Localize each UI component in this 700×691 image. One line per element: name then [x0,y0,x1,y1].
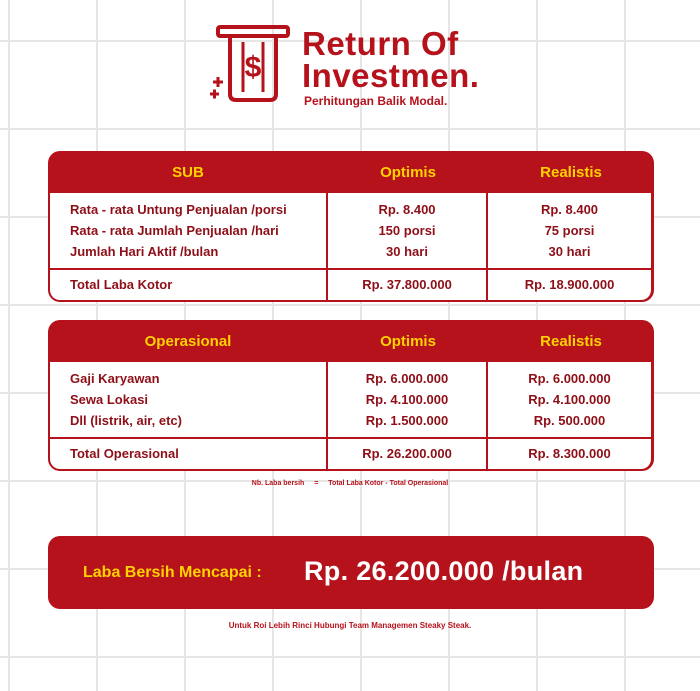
footer-note: Untuk Roi Lebih Rinci Hubungi Team Managemen Steaky Steak. [228,621,472,630]
net-profit-label: Laba Bersih Mencapai : [83,564,262,581]
net-profit-value: Rp. 26.200.000 /bulan [304,556,584,586]
optimis-column [328,362,486,437]
total-optimis: Rp. 37.800.000 [328,270,486,300]
realistis-column [488,193,651,268]
column-header-realistis: Realistis [540,164,602,181]
cell-value: Rp. 1.500.000 [365,413,449,428]
column-header-optimis: Optimis [380,164,436,181]
table-header [48,151,654,193]
sub-table [48,151,654,302]
row-label: Rata - rata Untung Penjualan /porsi [70,202,287,217]
total-optimis: Rp. 26.200.000 [328,439,486,469]
cell-value: Rp. 8.400 [540,202,599,217]
cell-value: Rp. 6.000.000 [365,371,449,386]
cell-value: Rp. 500.000 [533,413,606,428]
money-bill-dollar-icon [210,22,295,107]
header [210,22,510,112]
cell-value: 30 hari [548,244,591,259]
total-label: Total Laba Kotor [50,270,326,300]
total-realistis: Rp. 8.300.000 [488,439,651,469]
row-label: Rata - rata Jumlah Penjualan /hari [70,223,279,238]
cell-value: 150 porsi [378,223,436,238]
row-label: Dll (listrik, air, etc) [70,413,182,428]
table-header [48,320,654,362]
title-line-2: Investmen. [302,57,480,94]
total-realistis: Rp. 18.900.000 [488,270,651,300]
row-label: Jumlah Hari Aktif /bulan [70,244,219,259]
subtitle: Perhitungan Balik Modal. [304,94,448,108]
cell-value: Rp. 4.100.000 [528,392,611,407]
label-column [50,193,326,268]
optimis-column [328,193,486,268]
total-label: Total Operasional [50,439,326,469]
svg-text:$: $ [244,51,262,84]
net-profit-banner [48,536,654,609]
cell-value: Rp. 8.400 [378,202,436,217]
column-header-optimis: Optimis [380,333,436,350]
title-line-1: Return Of [302,25,459,62]
column-header-operasional: Operasional [144,333,232,350]
cell-value: 30 hari [386,244,428,259]
label-column [50,362,326,437]
cell-value: Rp. 6.000.000 [528,371,611,386]
note-left: Nb. Laba bersih [251,480,305,487]
operasional-table [48,320,654,471]
row-label: Sewa Lokasi [70,392,149,407]
realistis-column [488,362,651,437]
formula-note [0,480,700,487]
column-header-realistis: Realistis [540,333,602,350]
note-right: Total Laba Kotor - Total Operasional [328,480,449,487]
note-equals: = [314,480,319,487]
column-header-sub: SUB [172,164,204,181]
cell-value: Rp. 4.100.000 [365,392,449,407]
cell-value: 75 porsi [544,223,595,238]
row-label: Gaji Karyawan [70,371,160,386]
